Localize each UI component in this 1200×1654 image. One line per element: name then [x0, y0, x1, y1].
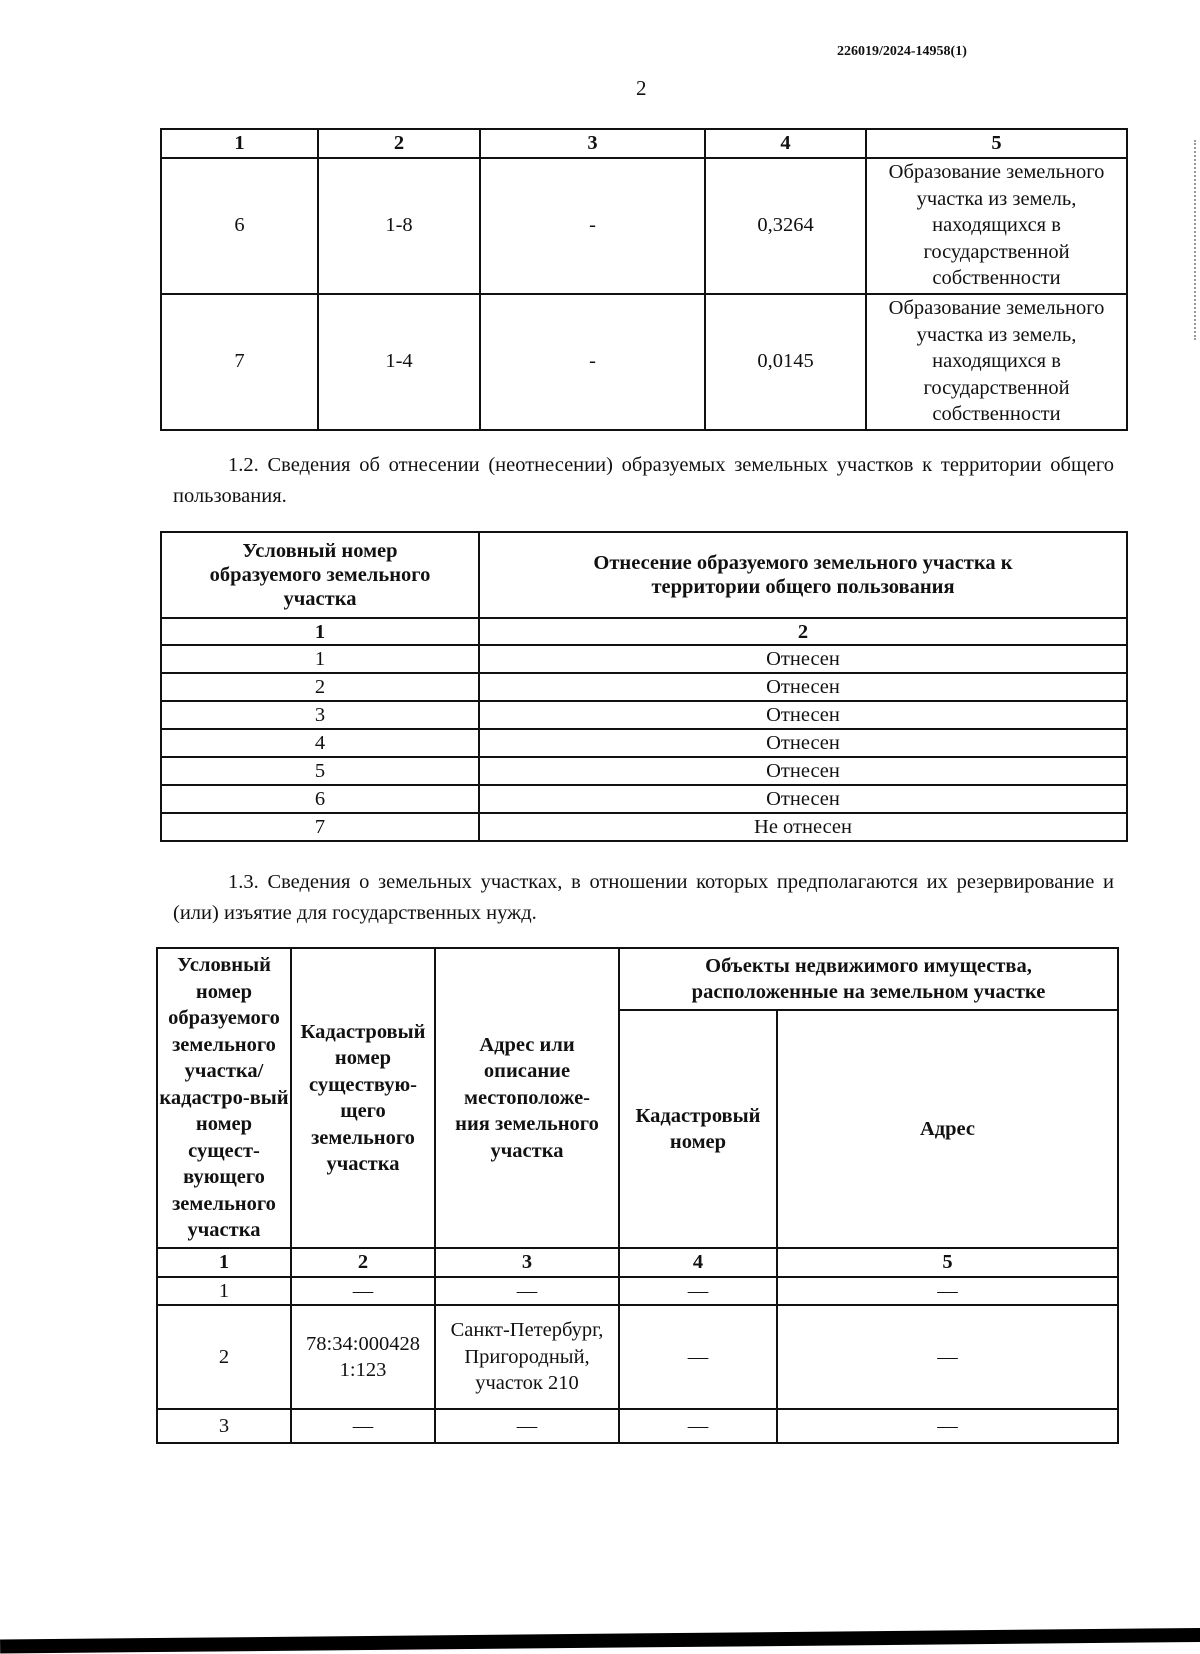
cell: - — [480, 294, 705, 430]
table-public-territory — [160, 531, 1128, 842]
cell: 6 — [161, 158, 318, 294]
section-1-2-paragraph — [173, 450, 1114, 512]
table-row — [157, 1277, 1118, 1306]
cell: 2 — [157, 1305, 291, 1409]
header-object-address: Адрес — [777, 1010, 1118, 1248]
table-row — [161, 701, 1127, 729]
table-row — [161, 785, 1127, 813]
table-header-row — [161, 532, 1127, 618]
column-number: 5 — [866, 129, 1127, 158]
column-number: 1 — [157, 1248, 291, 1277]
column-number: 5 — [777, 1248, 1118, 1277]
column-number: 3 — [435, 1248, 619, 1277]
section-1-2-text: 1.2. Сведения об отнесении (неотнесении) образуемых земельных участков к территории общего пользования. — [173, 454, 1114, 507]
table-row — [157, 1409, 1118, 1443]
table-land-plots-continued — [160, 128, 1128, 431]
cell: — — [619, 1277, 777, 1306]
header-public-territory: Отнесение образуемого земельного участка к территории общего пользования — [479, 532, 1127, 618]
cell: Отнесен — [479, 729, 1127, 757]
cell: — — [291, 1409, 435, 1443]
column-number: 1 — [161, 618, 479, 645]
cell: 2 — [161, 673, 479, 701]
column-number: 4 — [705, 129, 866, 158]
table-row — [161, 294, 1127, 430]
cell: 3 — [157, 1409, 291, 1443]
cell: — — [435, 1409, 619, 1443]
table-header-row — [161, 129, 1127, 158]
cell: Санкт-Петербург, Пригородный, участок 210 — [435, 1305, 619, 1409]
cell: 7 — [161, 813, 479, 841]
section-1-3-paragraph — [173, 867, 1114, 929]
cell: — — [619, 1409, 777, 1443]
cell: 1 — [157, 1277, 291, 1306]
column-number: 4 — [619, 1248, 777, 1277]
cell: 0,3264 — [705, 158, 866, 294]
table-row — [161, 813, 1127, 841]
cell: Отнесен — [479, 645, 1127, 673]
cell: 4 — [161, 729, 479, 757]
document-number: 226019/2024-14958(1) — [837, 44, 967, 59]
column-number: 2 — [318, 129, 480, 158]
page-number: 2 — [636, 76, 647, 100]
cell: Отнесен — [479, 785, 1127, 813]
column-number: 3 — [480, 129, 705, 158]
cell: - — [480, 158, 705, 294]
cell: 7 — [161, 294, 318, 430]
column-number: 2 — [291, 1248, 435, 1277]
cell: 5 — [161, 757, 479, 785]
table-row — [161, 729, 1127, 757]
cell: — — [435, 1277, 619, 1306]
cell: — — [777, 1409, 1118, 1443]
cell: Отнесен — [479, 757, 1127, 785]
column-number: 2 — [479, 618, 1127, 645]
scan-edge-marks — [1194, 140, 1198, 340]
cell: Образование земельного участка из земель, находящихся в государственной собственности — [866, 158, 1127, 294]
cell: 1 — [161, 645, 479, 673]
cell: — — [619, 1305, 777, 1409]
cell: Образование земельного участка из земель, находящихся в государственной собственности — [866, 294, 1127, 430]
header-address-description: Адрес или описание местоположе-ния земельного участка — [435, 948, 619, 1248]
cell: Отнесен — [479, 701, 1127, 729]
cell: 0,0145 — [705, 294, 866, 430]
table-row — [161, 158, 1127, 294]
cell: — — [777, 1277, 1118, 1306]
column-number: 1 — [161, 129, 318, 158]
header-real-estate-objects: Объекты недвижимого имущества, расположенные на земельном участке — [619, 948, 1118, 1010]
table-row — [161, 673, 1127, 701]
header-cadastral-number: Кадастровый номер существую-щего земельного участка — [291, 948, 435, 1248]
header-plot-number: Условный номер образуемого земельного участка — [161, 532, 479, 618]
section-1-3-text: 1.3. Сведения о земельных участках, в отношении которых предполагаются их резервирование и (или) изъятие для государственных нужд. — [173, 871, 1114, 924]
cell: Не отнесен — [479, 813, 1127, 841]
cell: — — [291, 1277, 435, 1306]
cell: 78:34:000428 1:123 — [291, 1305, 435, 1409]
cell: Отнесен — [479, 673, 1127, 701]
table-row — [157, 1305, 1118, 1409]
scan-bottom-edge — [0, 1628, 1200, 1654]
cell: 1-4 — [318, 294, 480, 430]
header-object-cadastral-number: Кадастровый номер — [619, 1010, 777, 1248]
table-reserved-plots — [156, 947, 1119, 1444]
header-plot-number: Условный номер образуемого земельного участка/ кадастро-вый номер сущест-вующего земельного участка — [157, 948, 291, 1248]
table-row — [161, 645, 1127, 673]
table-number-row — [161, 618, 1127, 645]
cell: 6 — [161, 785, 479, 813]
table-number-row — [157, 1248, 1118, 1277]
table-row — [161, 757, 1127, 785]
cell: 3 — [161, 701, 479, 729]
table-header-row — [157, 948, 1118, 1010]
cell: 1-8 — [318, 158, 480, 294]
cell: — — [777, 1305, 1118, 1409]
